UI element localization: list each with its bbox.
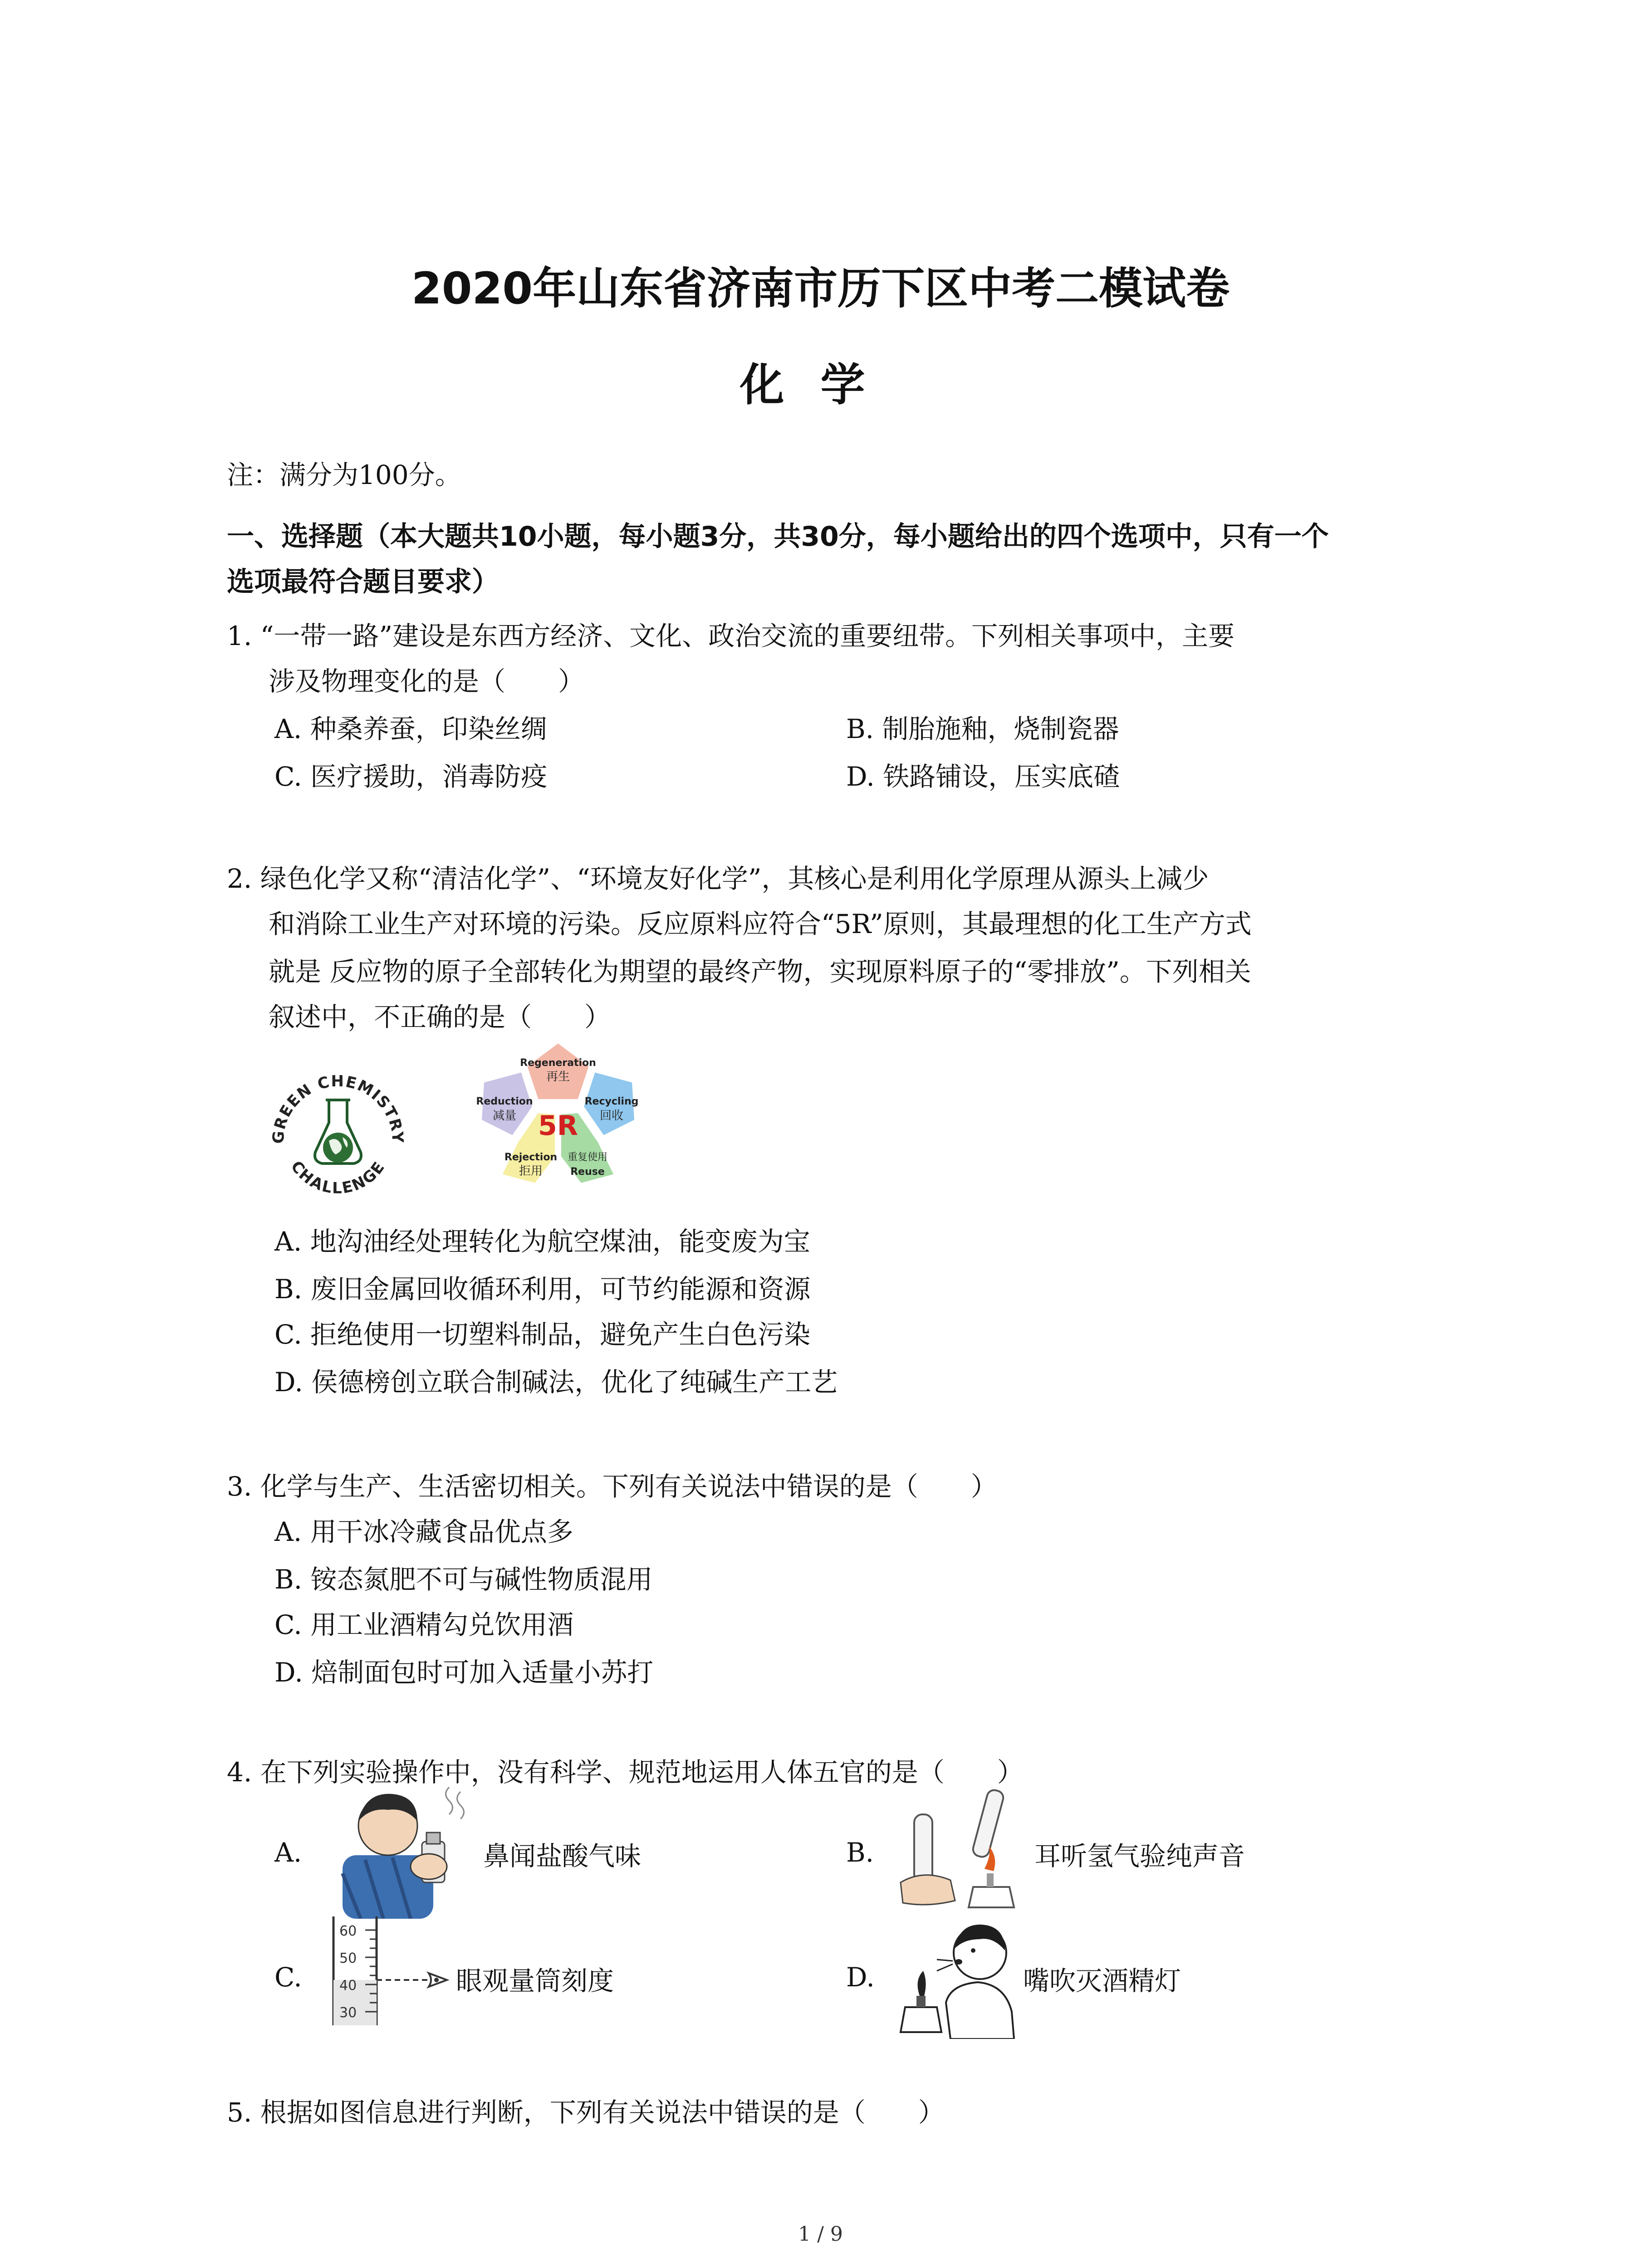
q4-option-b-label[interactable]: B.	[846, 1837, 874, 1868]
tick-30: 30	[339, 2005, 357, 2021]
q4-option-a-text: 鼻闻盐酸气味	[483, 1841, 642, 1872]
q2-stem-line4: 叙述中，不正确的是（ ）	[269, 1002, 611, 1032]
q2-stem-line3: 就是 反应物的原子全部转化为期望的最终产物，实现原料原子的“零排放”。下列相关	[269, 956, 1251, 987]
q2-stem-line1: 2. 绿色化学又称“清洁化学”、“环境友好化学”，其核心是利用化学原理从源头上减少	[227, 863, 1209, 894]
q5-stem-line1: 5. 根据如图信息进行判断，下列有关说法中错误的是（ ）	[227, 2097, 945, 2128]
section-heading-line1: 一、选择题（本大题共10小题，每小题3分，共30分，每小题给出的四个选项中，只有一个	[227, 521, 1329, 552]
q4-option-a-label[interactable]: A.	[274, 1837, 302, 1868]
q4-option-d-text: 嘴吹灭酒精灯	[1023, 1965, 1181, 1996]
page-subtitle: 化学	[740, 359, 901, 411]
page-title: 2020年山东省济南市历下区中考二模试卷	[411, 263, 1230, 314]
five-r-diagram	[458, 1034, 658, 1225]
reduction-en: Reduction	[476, 1096, 533, 1107]
blowing-lamp-image	[892, 1907, 1023, 2039]
reuse-zh: 重复使用	[567, 1152, 608, 1163]
q1-option-d[interactable]: D. 铁路铺设，压实底碴	[846, 761, 1120, 792]
q2-option-a[interactable]: A. 地沟油经处理转化为航空煤油，能变废为宝	[274, 1226, 810, 1257]
q1-option-c[interactable]: C. 医疗援助，消毒防疫	[274, 761, 548, 792]
q3-option-b[interactable]: B. 铵态氮肥不可与碱性物质混用	[274, 1564, 653, 1595]
q1-stem-line2: 涉及物理变化的是（ ）	[269, 666, 585, 697]
page-number: 1 / 9	[798, 2223, 843, 2246]
q3-option-c[interactable]: C. 用工业酒精勾兑饮用酒	[274, 1609, 574, 1640]
regeneration-zh: 再生	[546, 1070, 570, 1084]
regeneration-en: Regeneration	[520, 1057, 596, 1069]
q4-option-b-text: 耳听氢气验纯声音	[1034, 1841, 1245, 1872]
q4-option-c-text: 眼观量筒刻度	[456, 1965, 614, 1996]
q3-option-d[interactable]: D. 焙制面包时可加入适量小苏打	[274, 1657, 654, 1688]
q3-stem-line1: 3. 化学与生产、生活密切相关。下列有关说法中错误的是（ ）	[227, 1471, 997, 1502]
recycling-zh: 回收	[599, 1109, 624, 1123]
recycling-en: Recycling	[584, 1096, 639, 1107]
logo-text-top: GREEN CHEMISTRY	[269, 1072, 407, 1144]
logo-text-bottom: CHALLENGE	[287, 1158, 389, 1198]
q1-option-a[interactable]: A. 种桑养蚕，印染丝绸	[274, 714, 547, 744]
q2-option-b[interactable]: B. 废旧金属回收循环利用，可节约能源和资源	[274, 1274, 811, 1305]
q2-option-c[interactable]: C. 拒绝使用一切塑料制品，避免产生白色污染	[274, 1319, 811, 1350]
rejection-en: Rejection	[504, 1152, 558, 1163]
green-chemistry-logo	[268, 1064, 408, 1204]
reduction-zh: 减量	[492, 1109, 517, 1123]
tick-60: 60	[339, 1923, 357, 1939]
q2-stem-line2: 和消除工业生产对环境的污染。反应原料应符合“5R”原则，其最理想的化工生产方式	[269, 909, 1252, 939]
reuse-en: Reuse	[570, 1166, 605, 1178]
q4-option-c-label[interactable]: C.	[274, 1962, 302, 1993]
q2-option-d[interactable]: D. 侯德榜创立联合制碱法，优化了纯碱生产工艺	[274, 1367, 838, 1398]
note: 注：满分为100分。	[227, 459, 461, 490]
five-r-center-label: 5R	[538, 1110, 578, 1142]
section-heading-line2: 选项最符合题目要求）	[227, 566, 499, 598]
q4-option-d-label[interactable]: D.	[846, 1962, 875, 1993]
tick-50: 50	[339, 1950, 357, 1966]
smelling-acid-image	[324, 1783, 474, 1919]
q3-option-a[interactable]: A. 用干冰冷藏食品优点多	[274, 1516, 573, 1547]
tick-40: 40	[339, 1978, 357, 1994]
q1-option-b[interactable]: B. 制胎施釉，烧制瓷器	[846, 714, 1119, 744]
graduated-cylinder-image	[327, 1912, 454, 2030]
q1-stem-line1: 1. “一带一路”建设是东西方经济、文化、政治交流的重要纽带。下列相关事项中，主要	[227, 621, 1235, 651]
q4-stem-line1: 4. 在下列实验操作中，没有科学、规范地运用人体五官的是（ ）	[227, 1757, 1024, 1788]
hydrogen-test-image	[896, 1783, 1028, 1919]
rejection-zh: 拒用	[519, 1164, 543, 1178]
